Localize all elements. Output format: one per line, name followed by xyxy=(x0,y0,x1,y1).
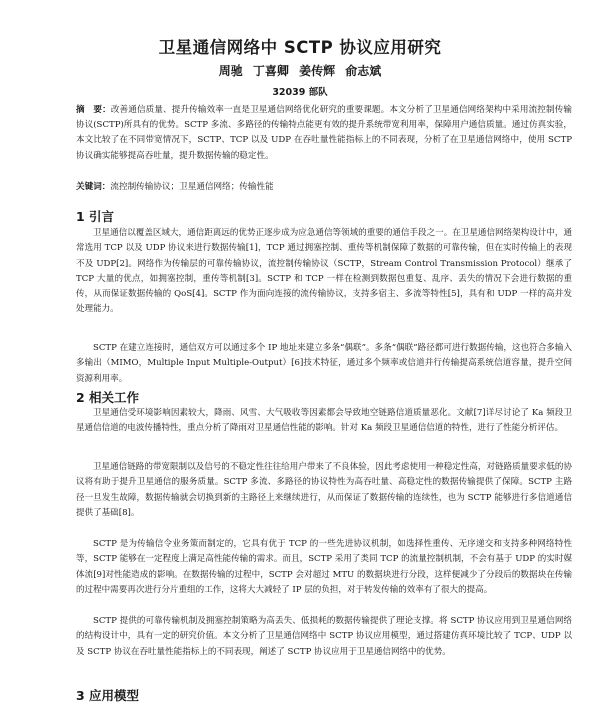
paragraph: 卫星通信链路的带宽限制以及信号的不稳定性往往给用户带来了不良体验，因此考虑使用一种稳定性高，对链路质量要求低的协议将有助于提升卫星通信的服务质量。SCTP 多流、多路径的协议特性为高吞吐量、高稳定性的数据传输提供了保障。SCTP 主路径一旦发生故障，数据传输就会切换到新的主路径上来继续进行，从而保证了数据传输的连续性，也为 SCTP 能够进行多信道通信提供了基础[8]。 xyxy=(76,462,572,518)
keywords-label: 关键词： xyxy=(76,182,111,192)
paragraph: SCTP 在建立连接时，通信双方可以通过多个 IP 地址来建立多条“偶联”。多条“偶联”路径都可进行数据传输，这也符合多输入多输出（MIMO，Multiple Input Multiple-Output）[6]技术特征，通过多个频率或信道并行传输提高系统信道容量，提升空间资源利用率。 xyxy=(76,343,572,384)
keywords-text: 流控制传输协议；卫星通信网络；传输性能 xyxy=(110,182,274,192)
paragraph: 卫星通信以覆盖区域大，通信距离远的优势正逐步成为应急通信等领域的重要的通信手段之一。在卫星通信网络架构设计中，通常选用 TCP 以及 UDP 协议来进行数据传输[1]，TCP 通过拥塞控制、重传等机制保障了数据的可靠传输，但在实时传输上的表现不及 UDP[2]。网络作为传输层的可靠传输协议，流控制传输协议（SCTP，Stream Control Transmission Protocol）继承了 TCP 大量的优点，如拥塞控制，重传等机制[3]。SCTP 和 TCP 一样在检测到数据包重复、乱序、丢失的情况下会进行数据的重传，从而保证数据传输的 QoS[4]。SCTP 作为面向连接的流传输协议，支持多宿主、多流等特性[5]，具有和 UDP 一样的高并发处理能力。 xyxy=(76,228,572,315)
abstract-label: 摘 要： xyxy=(76,105,111,115)
abstract xyxy=(76,103,572,164)
paper-authors: 周驰 丁喜卿 姜传辉 俞志斌 xyxy=(218,64,382,78)
paper-affiliation: 32039 部队 xyxy=(272,87,328,98)
section-heading-2: 2 相关工作 xyxy=(76,390,140,405)
section-heading-1: 1 引言 xyxy=(76,209,115,224)
paragraph: SCTP 提供的可靠传输机制及拥塞控制策略为高丢失、低损耗的数据传输提供了理论支撑。将 SCTP 协议应用到卫星通信网络的结构设计中，具有一定的研究价值。本文分析了卫星通信网络中 SCTP 协议应用模型，通过搭建仿真环境比较了 TCP、UDP 以及 SCTP 协议在吞吐量性能指标上的不同表现，阐述了 SCTP 协议应用于卫星通信网络中的优势。 xyxy=(76,616,572,657)
keywords xyxy=(76,180,572,195)
paper-title: 卫星通信网络中 SCTP 协议应用研究 xyxy=(158,38,442,57)
paragraph: SCTP 是为传输信令业务策而制定的，它具有优于 TCP 的一些先进协议机制，如选择性重传、无序递交和支持多种网络特性等，SCTP 能够在一定程度上满足高性能传输的需求。而且，SCTP 采用了类同 TCP 的流量控制机制，不会有基于 UDP 的实时媒体流[9]对性能造成的影响。在数据传输的过程中，SCTP 会对超过 MTU 的数据块进行分段，这样便减少了分段后的数据块在传输的过程中需要再次进行分片重组的工作，这将大大减轻了 IP 层的负担，对于转发传输的效率有了很大的提高。 xyxy=(76,539,572,595)
paragraph: 卫星通信受环境影响因素较大，降雨、风雪、大气吸收等因素都会导致地空链路信道质量恶化。文献[7]详尽讨论了 Ka 频段卫星通信信道的电波传播特性，重点分析了降雨对卫星通信性能的影响。针对 Ka 频段卫星通信信道的特性，进行了性能分析评估。 xyxy=(76,408,572,434)
abstract-text: 改善通信质量、提升传输效率一直是卫星通信网络优化研究的重要课题。本文分析了卫星通信网络架构中采用流控制传输协议(SCTP)所具有的优势。SCTP 多流、多路径的传输特点能更有效的提升系统带宽利用率，保障用户通信质量。通过仿真实验，本文比较了在不同带宽情况下，SCTP、TCP 以及 UDP 在吞吐量性能指标上的不同表现，分析了在卫星通信网络中，使用 SCTP 协议确实能够提高吞吐量，提升数据传输的稳定性。 xyxy=(76,105,572,161)
section-heading-3: 3 应用模型 xyxy=(76,688,140,703)
